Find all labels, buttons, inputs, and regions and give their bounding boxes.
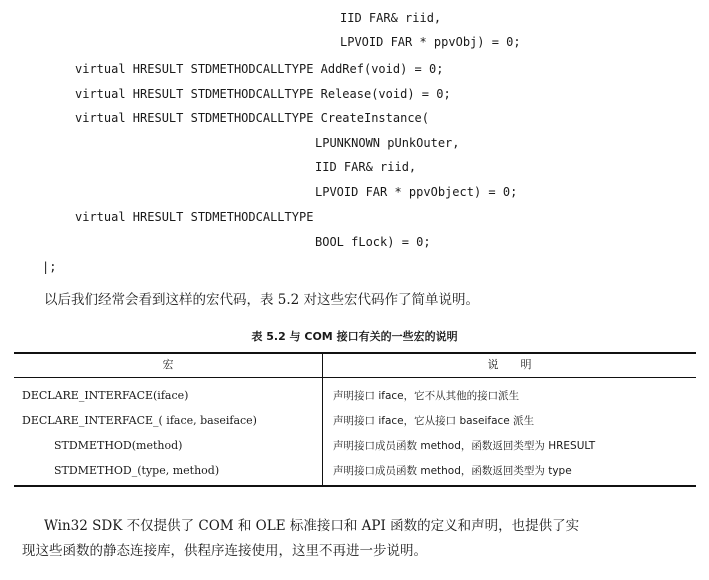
table-cell-description: 声明接口 iface，它从接口 baseiface 派生: [333, 415, 535, 427]
code-line: virtual HRESULT STDMETHODCALLTYPE Release(void) = 0;: [75, 87, 451, 101]
table-bottom-rule: [14, 485, 696, 487]
table-header-macro: 宏: [162, 358, 174, 371]
table-cell-macro: DECLARE_INTERFACE_( iface, baseiface): [22, 414, 257, 427]
closing-paragraph-line: Win32 SDK 不仅提供了 COM 和 OLE 标准接口和 API 函数的定义和声明，也提供了实: [44, 518, 580, 534]
code-line: virtual HRESULT STDMETHODCALLTYPE AddRef(void) = 0;: [75, 62, 444, 76]
code-line: IID FAR& riid,: [340, 11, 442, 25]
code-line: IID FAR& riid,: [315, 160, 417, 174]
closing-paragraph-line: 现这些函数的静态连接库，供程序连接使用，这里不再进一步说明。: [22, 543, 427, 559]
code-line: BOOL fLock) = 0;: [315, 235, 431, 249]
table-header-rule: [14, 377, 696, 378]
code-line: LPUNKNOWN pUnkOuter,: [315, 136, 460, 150]
table-header-description: 说 明: [487, 358, 532, 371]
table-top-rule: [14, 352, 696, 354]
table-cell-macro: DECLARE_INTERFACE(iface): [22, 389, 189, 402]
table-cell-description: 声明接口成员函数 method，函数返回类型为 HRESULT: [333, 440, 596, 452]
code-line: virtual HRESULT STDMETHODCALLTYPE: [75, 210, 314, 224]
table-cell-description: 声明接口成员函数 method，函数返回类型为 type: [333, 465, 572, 477]
code-line: virtual HRESULT STDMETHODCALLTYPE CreateInstance(: [75, 111, 430, 125]
table-cell-macro: STDMETHOD(method): [54, 439, 183, 452]
code-line: LPVOID FAR * ppvObject) = 0;: [315, 185, 518, 199]
code-line: LPVOID FAR * ppvObj) = 0;: [340, 35, 521, 49]
table-cell-description: 声明接口 iface，它不从其他的接口派生: [333, 390, 520, 402]
table-column-divider: [322, 353, 323, 485]
table-caption: 表 5.2 与 COM 接口有关的一些宏的说明: [251, 330, 458, 343]
code-line: |;: [42, 260, 57, 274]
table-cell-macro: STDMETHOD_(type, method): [54, 464, 220, 477]
intro-paragraph: 以后我们经常会看到这样的宏代码，表 5.2 对这些宏代码作了简单说明。: [44, 292, 480, 308]
